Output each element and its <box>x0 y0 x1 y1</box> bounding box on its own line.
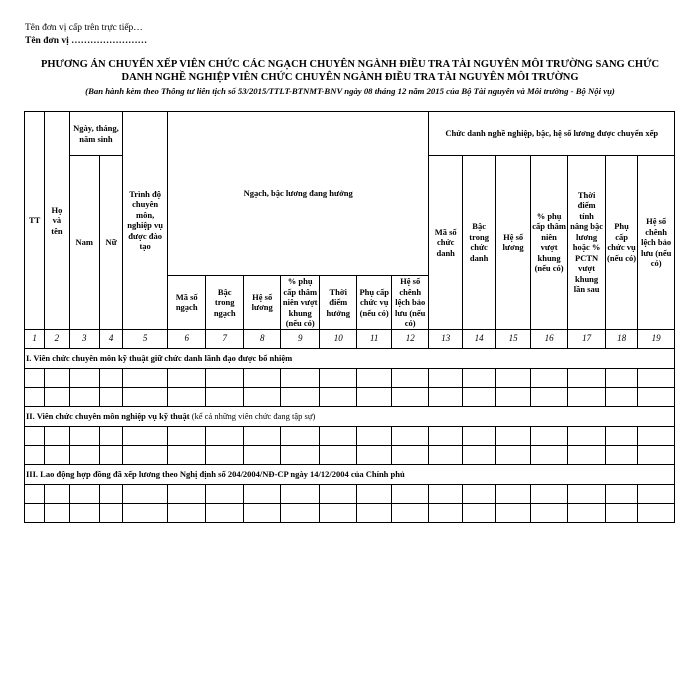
section-label-1 <box>25 348 675 368</box>
section-2-note: (kể cả những viên chức đang tập sự) <box>189 410 316 421</box>
document-title-line2: DANH NGHỀ NGHIỆP VIÊN CHỨC CHUYÊN NGÀNH ĐIỀU TRA TÀI NGUYÊN MÔI TRƯỜNG <box>121 72 579 83</box>
table-cell[interactable] <box>69 484 99 503</box>
table-cell[interactable] <box>45 503 69 522</box>
table-row <box>25 387 675 406</box>
conversion-plan-table <box>24 111 675 523</box>
table-cell[interactable] <box>25 426 45 445</box>
header-group-new: Chức danh nghề nghiệp, bậc, hệ số lương được chuyển xếp <box>429 112 675 156</box>
table-cell[interactable] <box>167 503 206 522</box>
header-new-chenh-lech: Hệ số chênh lệch bảo lưu (nếu có) <box>638 156 675 330</box>
table-cell[interactable] <box>243 387 281 406</box>
table-cell[interactable] <box>391 503 429 522</box>
table-cell[interactable] <box>100 503 123 522</box>
column-number-cell: 13 <box>429 329 462 348</box>
table-cell[interactable] <box>638 445 675 464</box>
header-ngay-sinh: Ngày, tháng, năm sinh <box>69 112 123 156</box>
column-number-cell: 17 <box>568 329 606 348</box>
table-row <box>25 484 675 503</box>
table-cell[interactable] <box>638 368 675 387</box>
column-number-cell: 3 <box>69 329 99 348</box>
table-cell[interactable] <box>429 484 462 503</box>
column-number-cell: 4 <box>100 329 123 348</box>
table-cell[interactable] <box>123 387 168 406</box>
header-cur-he-so: Hệ số lương <box>243 276 281 330</box>
table-cell[interactable] <box>462 387 495 406</box>
column-number-cell: 8 <box>243 329 281 348</box>
table-cell[interactable] <box>69 368 99 387</box>
header-group-current: Ngạch, bậc lương đang hưởng <box>167 112 429 276</box>
table-cell[interactable] <box>243 484 281 503</box>
table-cell[interactable] <box>530 503 568 522</box>
column-number-cell: 12 <box>391 329 429 348</box>
column-number-cell: 14 <box>462 329 495 348</box>
table-cell[interactable] <box>281 445 320 464</box>
table-cell[interactable] <box>496 445 530 464</box>
table-cell[interactable] <box>319 484 357 503</box>
table-cell[interactable] <box>605 426 637 445</box>
table-cell[interactable] <box>568 368 606 387</box>
table-cell[interactable] <box>25 387 45 406</box>
table-cell[interactable] <box>530 445 568 464</box>
table-cell[interactable] <box>281 387 320 406</box>
column-number-cell: 15 <box>496 329 530 348</box>
table-cell[interactable] <box>123 445 168 464</box>
table-cell[interactable] <box>25 484 45 503</box>
table-cell[interactable] <box>605 387 637 406</box>
table-cell[interactable] <box>25 368 45 387</box>
document-title-line1: PHƯƠNG ÁN CHUYỂN XẾP VIÊN CHỨC CÁC NGẠCH CHUYÊN NGÀNH ĐIỀU TRA TÀI NGUYÊN MÔI TRƯỜNG SANG CHỨC <box>40 59 660 70</box>
table-cell[interactable] <box>243 426 281 445</box>
table-cell[interactable] <box>462 503 495 522</box>
table-cell[interactable] <box>391 445 429 464</box>
table-cell[interactable] <box>391 426 429 445</box>
table-cell[interactable] <box>69 503 99 522</box>
table-cell[interactable] <box>281 503 320 522</box>
table-cell[interactable] <box>605 503 637 522</box>
table-cell[interactable] <box>100 445 123 464</box>
header-new-thoi-diem: Thời điểm tính nâng bậc lương hoặc % PCTN vượt khung lần sau <box>568 156 606 330</box>
table-cell[interactable] <box>530 484 568 503</box>
table-cell[interactable] <box>123 426 168 445</box>
table-cell[interactable] <box>496 503 530 522</box>
table-cell[interactable] <box>462 445 495 464</box>
header-new-phu-cap-vk: % phụ cấp thâm niên vượt khung (nếu có) <box>530 156 568 330</box>
header-new-ma-so: Mã số chức danh <box>429 156 462 330</box>
table-cell[interactable] <box>206 484 244 503</box>
column-number-cell: 11 <box>357 329 391 348</box>
table-cell[interactable] <box>100 426 123 445</box>
section-label-2 <box>25 406 675 426</box>
header-new-phu-cap-cv: Phụ cấp chức vụ (nếu có) <box>605 156 637 330</box>
table-cell[interactable] <box>319 503 357 522</box>
table-cell[interactable] <box>357 445 391 464</box>
column-number-cell: 1 <box>25 329 45 348</box>
table-row <box>25 503 675 522</box>
table-cell[interactable] <box>167 426 206 445</box>
table-cell[interactable] <box>496 426 530 445</box>
table-cell[interactable] <box>167 484 206 503</box>
table-cell[interactable] <box>281 368 320 387</box>
table-cell[interactable] <box>281 484 320 503</box>
column-number-cell: 10 <box>319 329 357 348</box>
table-cell[interactable] <box>357 484 391 503</box>
table-cell[interactable] <box>429 426 462 445</box>
table-cell[interactable] <box>206 368 244 387</box>
table-cell[interactable] <box>391 387 429 406</box>
header-new-he-so: Hệ số lương <box>496 156 530 330</box>
table-cell[interactable] <box>357 387 391 406</box>
table-cell[interactable] <box>206 387 244 406</box>
header-ho-ten: Họ và tên <box>45 112 69 330</box>
table-cell[interactable] <box>206 445 244 464</box>
table-cell[interactable] <box>69 426 99 445</box>
table-cell[interactable] <box>530 426 568 445</box>
header-new-bac: Bậc trong chức danh <box>462 156 495 330</box>
table-cell[interactable] <box>243 368 281 387</box>
table-cell[interactable] <box>45 387 69 406</box>
table-cell[interactable] <box>638 503 675 522</box>
table-cell[interactable] <box>605 484 637 503</box>
column-number-cell: 18 <box>605 329 637 348</box>
table-cell[interactable] <box>605 445 637 464</box>
header-nam: Nam <box>69 156 99 330</box>
table-cell[interactable] <box>605 368 637 387</box>
table-cell[interactable] <box>568 503 606 522</box>
document-subtitle: (Ban hành kèm theo Thông tư liên tịch số 53/2015/TTLT-BTNMT-BNV ngày 08 tháng 12 năm 2015 của Bộ Tài nguyên và Môi trường - Bộ Nội vụ) <box>85 86 615 96</box>
table-cell[interactable] <box>319 426 357 445</box>
header-cur-phu-cap-cv: Phụ cấp chức vụ (nếu có) <box>357 276 391 330</box>
table-cell[interactable] <box>45 426 69 445</box>
table-row <box>25 445 675 464</box>
header-cur-chenh-lech: Hệ số chênh lệch bảo lưu (nếu có) <box>391 276 429 330</box>
section-label-3 <box>25 464 675 484</box>
table-cell[interactable] <box>69 445 99 464</box>
table-cell[interactable] <box>568 445 606 464</box>
header-cur-phu-cap-vk: % phụ cấp thâm niên vượt khung (nếu có) <box>282 276 318 328</box>
column-number-cell: 6 <box>167 329 206 348</box>
table-cell[interactable] <box>100 484 123 503</box>
section-row-3 <box>25 464 675 484</box>
table-cell[interactable] <box>496 387 530 406</box>
table-cell[interactable] <box>462 484 495 503</box>
table-cell[interactable] <box>243 445 281 464</box>
table-cell[interactable] <box>530 368 568 387</box>
table-cell[interactable] <box>319 445 357 464</box>
section-1-title: I. Viên chức chuyên môn kỹ thuật giữ chức danh lãnh đạo được bổ nhiệm <box>26 352 293 363</box>
table-cell[interactable] <box>123 368 168 387</box>
table-cell[interactable] <box>167 445 206 464</box>
table-cell[interactable] <box>100 368 123 387</box>
table-cell[interactable] <box>357 503 391 522</box>
column-number-cell: 19 <box>638 329 675 348</box>
table-cell[interactable] <box>429 368 462 387</box>
table-cell[interactable] <box>638 484 675 503</box>
section-3-title: III. Lao động hợp đồng đã xếp lương theo Nghị định số 204/2004/NĐ-CP ngày 14/12/2004 của Chính phủ <box>26 468 405 479</box>
column-number-row <box>25 329 675 348</box>
table-cell[interactable] <box>123 484 168 503</box>
table-cell[interactable] <box>391 368 429 387</box>
parent-unit-name: Tên đơn vị cấp trên trực tiếp… <box>25 23 143 33</box>
table-cell[interactable] <box>568 387 606 406</box>
table-cell[interactable] <box>45 484 69 503</box>
table-cell[interactable] <box>206 426 244 445</box>
table-cell[interactable] <box>45 368 69 387</box>
table-cell[interactable] <box>568 426 606 445</box>
section-2-title: II. Viên chức chuyên môn nghiệp vụ kỹ thuật <box>26 410 190 421</box>
table-cell[interactable] <box>530 387 568 406</box>
table-cell[interactable] <box>429 387 462 406</box>
column-number-cell: 16 <box>530 329 568 348</box>
column-number-cell: 5 <box>123 329 168 348</box>
header-trinh-do: Trình độ chuyên môn, nghiệp vụ được đào tạo <box>123 112 168 330</box>
header-cur-bac: Bậc trong ngạch <box>206 276 244 330</box>
section-row-1 <box>25 348 675 368</box>
header-nu: Nữ <box>100 156 123 330</box>
table-cell[interactable] <box>638 426 675 445</box>
table-cell[interactable] <box>319 368 357 387</box>
column-number-cell: 9 <box>281 329 320 348</box>
table-cell[interactable] <box>69 387 99 406</box>
table-cell[interactable] <box>357 426 391 445</box>
table-cell[interactable] <box>167 387 206 406</box>
header-cur-thoi-diem: Thời điểm hưởng <box>319 276 357 330</box>
table-cell[interactable] <box>206 503 244 522</box>
table-cell[interactable] <box>123 503 168 522</box>
table-cell[interactable] <box>45 445 69 464</box>
table-cell[interactable] <box>319 387 357 406</box>
header-tt: TT <box>25 112 45 330</box>
table-row <box>25 426 675 445</box>
unit-name: Tên đơn vị …………………… <box>25 36 148 46</box>
table-cell[interactable] <box>638 387 675 406</box>
table-cell[interactable] <box>167 368 206 387</box>
table-cell[interactable] <box>429 445 462 464</box>
table-cell[interactable] <box>281 426 320 445</box>
table-cell[interactable] <box>391 484 429 503</box>
section-row-2 <box>25 406 675 426</box>
column-number-cell: 7 <box>206 329 244 348</box>
table-cell[interactable] <box>25 503 45 522</box>
table-cell[interactable] <box>462 368 495 387</box>
table-row <box>25 368 675 387</box>
table-cell[interactable] <box>462 426 495 445</box>
table-cell[interactable] <box>100 387 123 406</box>
column-number-cell: 2 <box>45 329 69 348</box>
header-cur-ma-so: Mã số ngạch <box>167 276 206 330</box>
table-cell[interactable] <box>243 503 281 522</box>
table-cell[interactable] <box>496 368 530 387</box>
table-cell[interactable] <box>568 484 606 503</box>
table-cell[interactable] <box>429 503 462 522</box>
table-cell[interactable] <box>496 484 530 503</box>
table-cell[interactable] <box>25 445 45 464</box>
table-cell[interactable] <box>357 368 391 387</box>
